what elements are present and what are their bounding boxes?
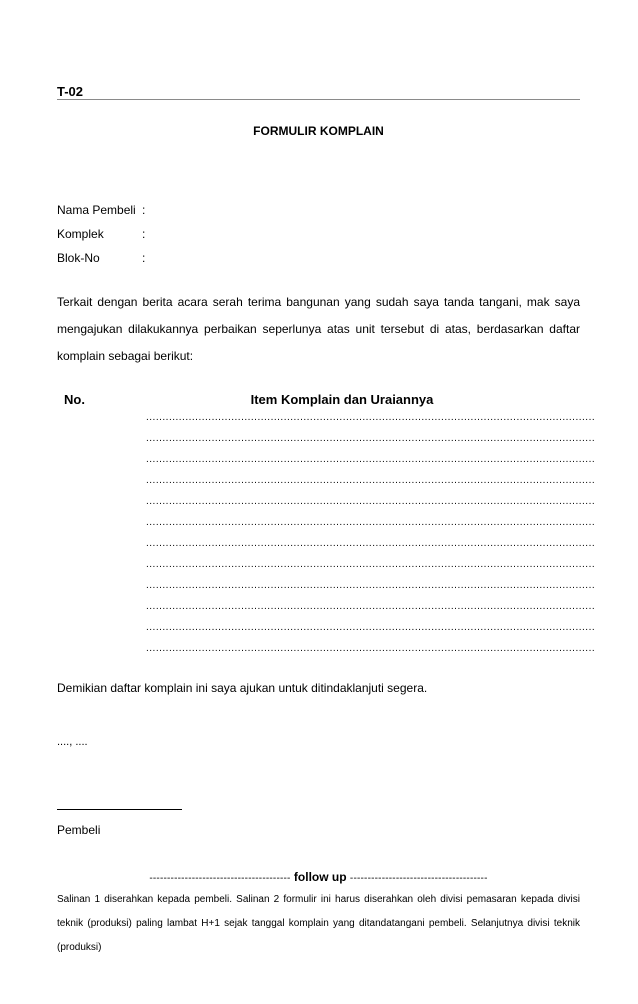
- followup-label: follow up: [293, 870, 347, 884]
- complaint-line: .........................................................................................................................................: [146, 643, 596, 654]
- complaint-line: .........................................................................................................................................: [146, 454, 596, 465]
- followup-divider: [57, 870, 580, 884]
- header-divider: [57, 99, 580, 100]
- field-label-blok-no: Blok-No: [57, 251, 100, 265]
- complaint-line: .........................................................................................................................................: [146, 517, 596, 528]
- table-header-no: No.: [64, 392, 85, 407]
- field-colon: :: [142, 203, 146, 217]
- complaint-line: .........................................................................................................................................: [146, 412, 596, 423]
- complaint-line: .........................................................................................................................................: [146, 433, 596, 444]
- complaint-line: .........................................................................................................................................: [146, 538, 596, 549]
- followup-dashes-right: ---------------------------------------: [349, 873, 488, 884]
- complaint-line: .........................................................................................................................................: [146, 601, 596, 612]
- followup-dashes-left: ----------------------------------------: [149, 873, 291, 884]
- followup-note: Salinan 1 diserahkan kepada pembeli. Salinan 2 formulir ini harus diserahkan oleh divisi pemasaran kepada divisi teknik (produksi) paling lambat H+1 sejak tanggal komplain yang ditandatangani pembeli. Selanjutnya divisi teknik (produksi): [57, 894, 580, 953]
- signer-label: Pembeli: [57, 823, 101, 837]
- complaint-line: .........................................................................................................................................: [146, 559, 596, 570]
- complaint-line: .........................................................................................................................................: [146, 496, 596, 507]
- closing-statement: Demikian daftar komplain ini saya ajukan untuk ditindaklanjuti segera.: [57, 681, 428, 695]
- field-label-nama-pembeli: Nama Pembeli: [57, 203, 136, 217]
- table-header-item: Item Komplain dan Uraiannya: [250, 392, 434, 407]
- intro-paragraph: Terkait dengan berita acara serah terima bangunan yang sudah saya tanda tangani, mak saya mengajukan dilakukannya perbaikan seperlunya atas unit tersebut di atas, berdasarkan daftar komplain sebagai berikut:: [57, 295, 580, 363]
- complaint-line: .........................................................................................................................................: [146, 580, 596, 591]
- signature-line: [57, 809, 182, 810]
- field-colon: :: [142, 227, 146, 241]
- form-title: FORMULIR KOMPLAIN: [253, 124, 384, 138]
- complaint-line: .........................................................................................................................................: [146, 622, 596, 633]
- document-code: T-02: [57, 84, 84, 99]
- field-label-komplek: Komplek: [57, 227, 104, 241]
- field-colon: :: [142, 251, 146, 265]
- place-date-line: ...., ....: [57, 736, 88, 748]
- complaint-line: .........................................................................................................................................: [146, 475, 596, 486]
